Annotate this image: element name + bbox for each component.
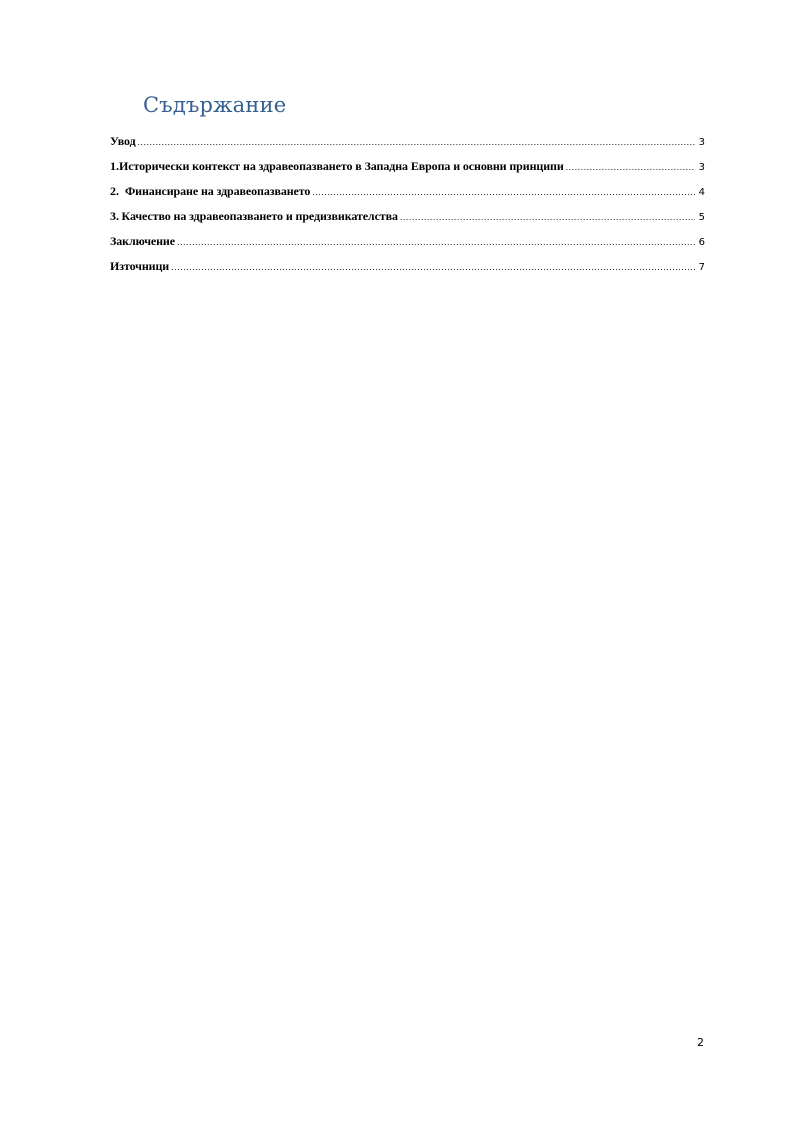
page-number: 2 — [697, 1036, 704, 1049]
toc-entry-section-2[interactable] — [110, 182, 705, 207]
toc-dot-leader — [171, 258, 695, 276]
toc-dot-leader — [312, 183, 695, 201]
table-of-contents — [110, 132, 705, 282]
toc-entry-number: 3. — [110, 209, 119, 223]
toc-entry-title: Източници — [110, 259, 170, 273]
toc-entry-title: Увод — [110, 134, 136, 148]
toc-dot-leader — [177, 233, 695, 251]
toc-entry-section-1[interactable] — [110, 157, 705, 182]
toc-entry-page: 3 — [698, 162, 705, 173]
toc-heading: Съдържание — [143, 93, 287, 117]
toc-dot-leader — [400, 208, 695, 226]
toc-entry-number: 2. — [110, 184, 119, 198]
toc-entry-page: 5 — [698, 212, 705, 223]
toc-entry-title: Финансиране на здравеопазването — [124, 184, 311, 198]
toc-entry-page: 7 — [698, 262, 705, 273]
toc-entry-conclusion[interactable] — [110, 232, 705, 257]
toc-entry-page: 4 — [698, 187, 705, 198]
toc-dot-leader — [566, 158, 695, 176]
toc-entry-intro[interactable] — [110, 132, 705, 157]
toc-entry-title: Заключение — [110, 234, 175, 248]
toc-entry-page: 6 — [698, 237, 705, 248]
toc-entry-number: 1. — [110, 159, 119, 173]
toc-entry-sources[interactable] — [110, 257, 705, 282]
toc-entry-section-3[interactable] — [110, 207, 705, 232]
toc-entry-page: 3 — [698, 137, 705, 148]
toc-dot-leader — [138, 133, 695, 151]
toc-entry-title: Качество на здравеопазването и предизвикателства — [121, 209, 398, 223]
toc-entry-title: Исторически контекст на здравеопазването в Западна Европа и основни принципи — [119, 159, 564, 173]
